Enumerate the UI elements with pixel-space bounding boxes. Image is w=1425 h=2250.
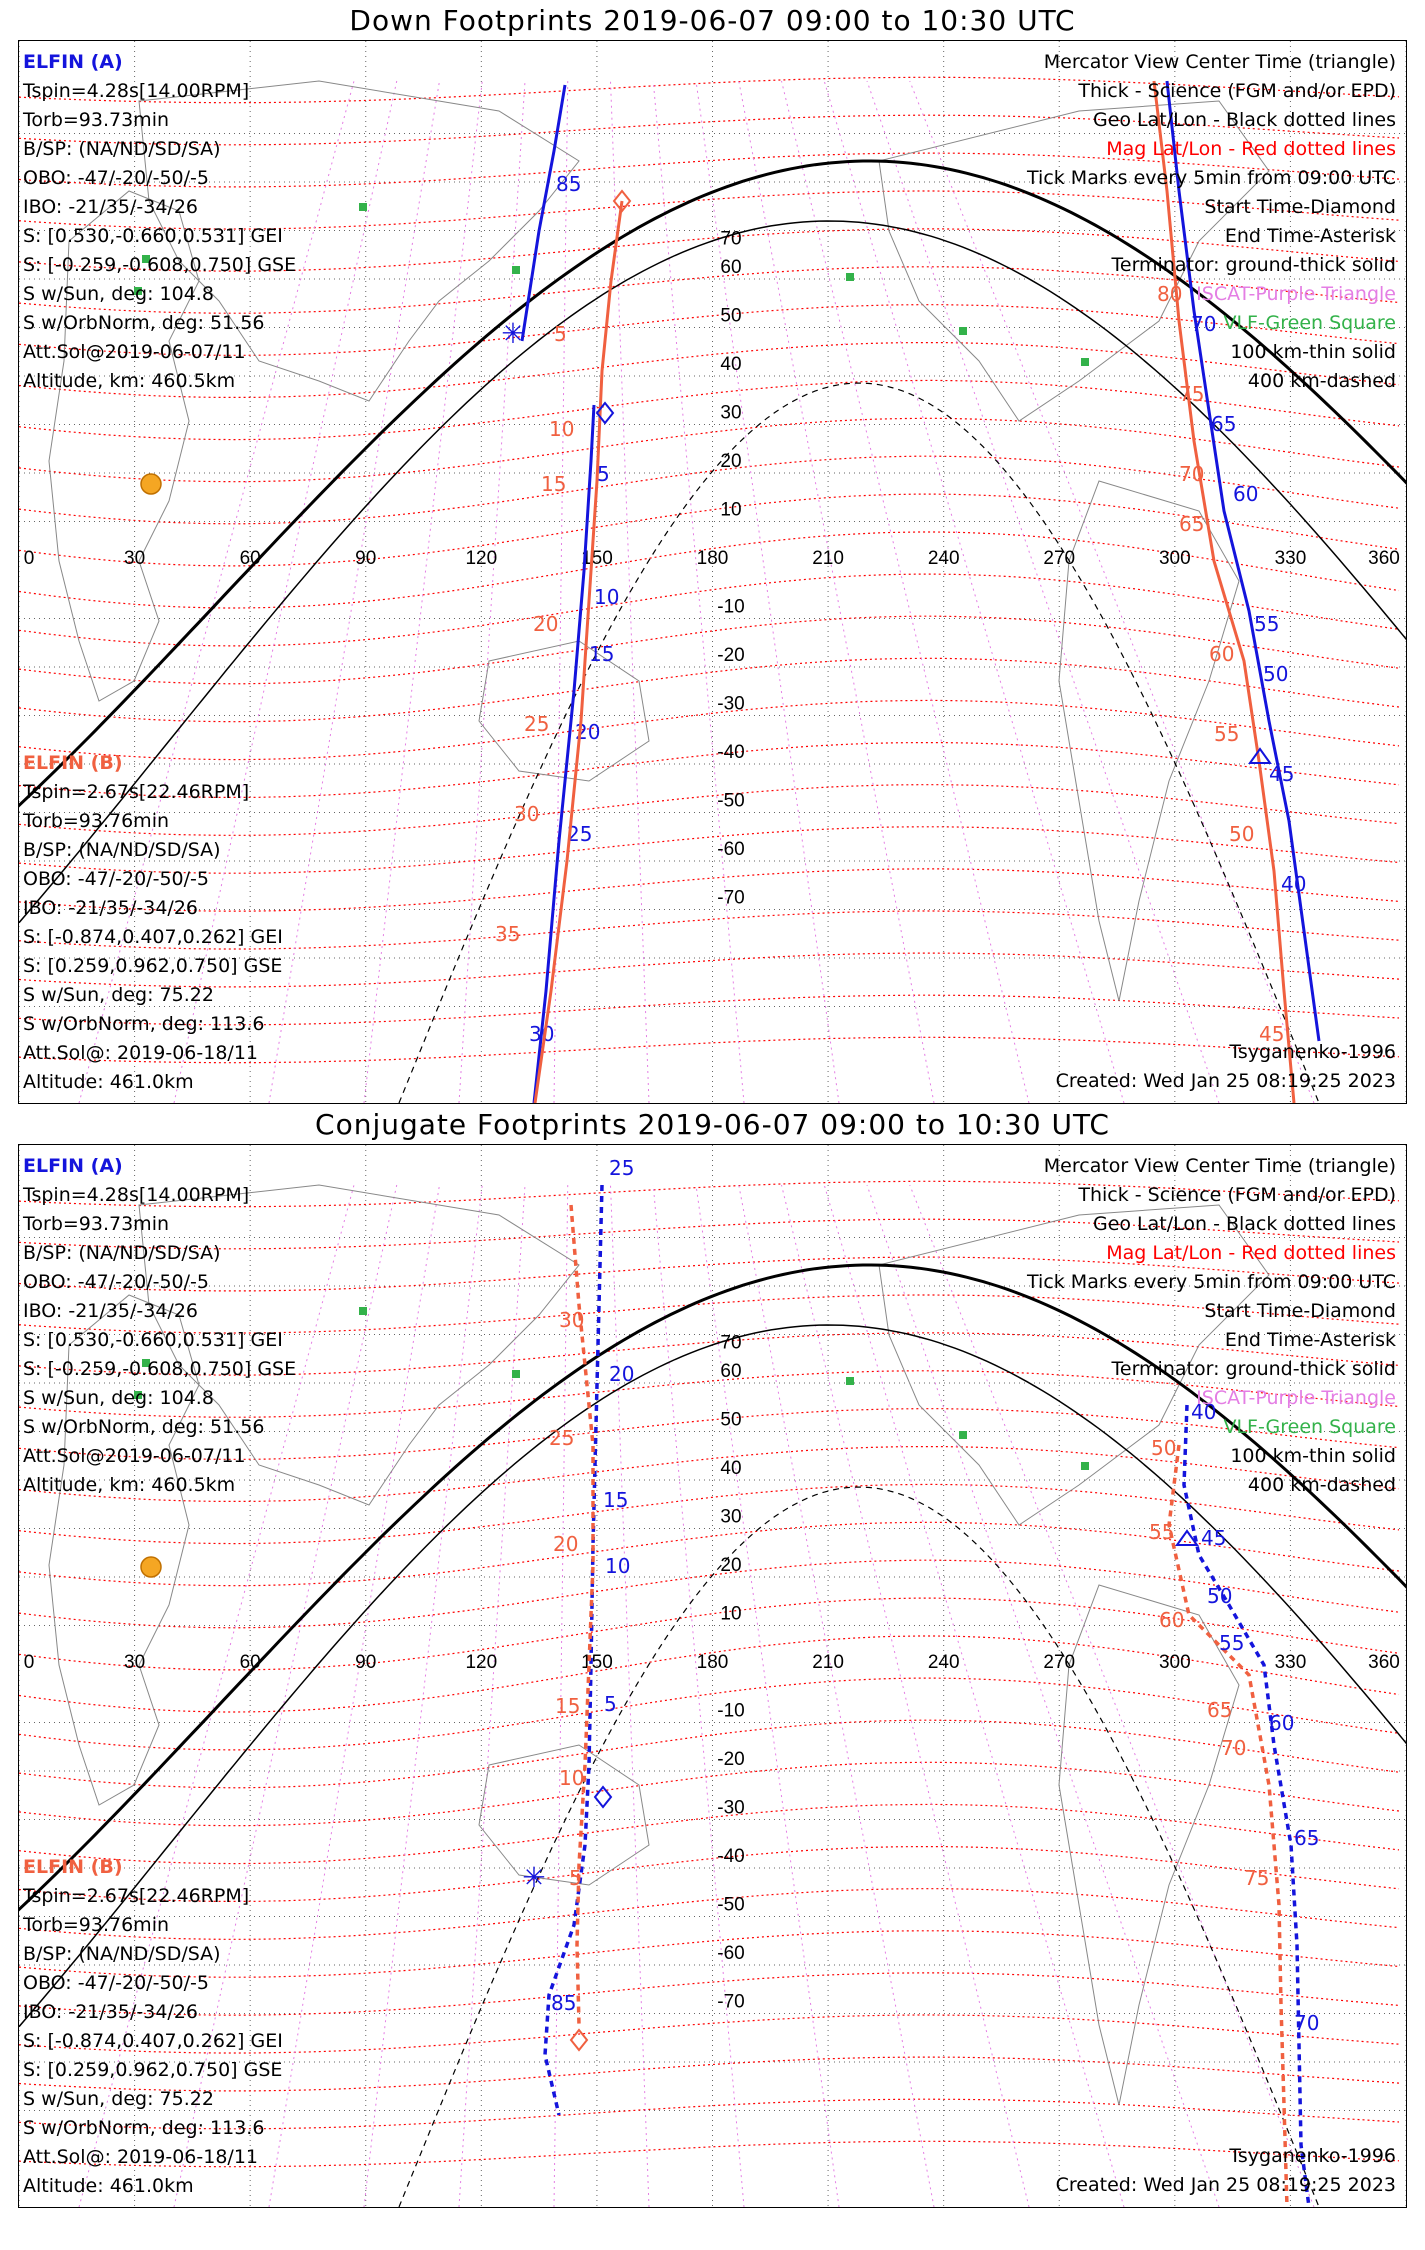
elfin-b-tick: 30 (559, 1308, 585, 1332)
latitude-label: 20 (720, 1555, 742, 1576)
elfin-b-tick: 50 (1229, 822, 1255, 846)
legend-line: Terminator: ground-thick solid (1111, 1358, 1396, 1380)
latitude-label: 10 (720, 499, 742, 521)
vlf-station-square (1081, 1462, 1089, 1470)
latitude-label: -60 (717, 839, 745, 860)
legend-line: End Time-Asterisk (1224, 225, 1396, 247)
elfin-b-tick: 20 (553, 1532, 579, 1556)
legend-line: 100 km-thin solid (1230, 341, 1396, 363)
elfin-a-tick: 30 (529, 1022, 555, 1046)
end-asterisk-a: ✳ (522, 1861, 546, 1894)
latitude-label: 30 (720, 1506, 742, 1528)
sat-b-line: S: [-0.874,0.407,0.262] GEI (23, 2030, 283, 2052)
legend-line: Thick - Science (FGM and/or EPD) (1078, 80, 1396, 102)
elfin-a-tick: 40 (1281, 872, 1307, 896)
sat-a-line: S w/OrbNorm, deg: 51.56 (23, 312, 265, 334)
elfin-a-tick: 60 (1269, 1711, 1295, 1735)
elfin-a-tick: 85 (556, 172, 582, 196)
legend-line: Terminator: ground-thick solid (1111, 254, 1396, 276)
latitude-label: -70 (717, 887, 745, 909)
map-down (18, 40, 1407, 1104)
latitude-label: -50 (717, 790, 745, 812)
latitude-label: 40 (720, 354, 742, 375)
legend-line: 400 km-dashed (1247, 370, 1396, 392)
longitude-label: 300 (1158, 1652, 1191, 1673)
sat-a-name: ELFIN (A) (23, 1155, 123, 1177)
longitude-label: 240 (927, 1652, 960, 1673)
elfin-a-track (534, 405, 594, 1103)
longitude-label: 330 (1274, 548, 1307, 569)
elfin-a-tick: 25 (609, 1156, 635, 1180)
elfin-b-tick: 5 (569, 1866, 582, 1890)
longitude-label: 270 (1043, 548, 1076, 569)
elfin-a-tick: 10 (594, 585, 620, 609)
longitude-label: 270 (1043, 1652, 1076, 1673)
created-label: Created: Wed Jan 25 08:19:25 2023 (1055, 2174, 1396, 2196)
longitude-label: 60 (239, 548, 261, 569)
mag-parallel (19, 574, 1399, 646)
elfin-b-tick: 65 (1179, 512, 1205, 536)
legend-line: Mag Lat/Lon - Red dotted lines (1106, 1242, 1396, 1264)
elfin-b-tick: 15 (541, 472, 567, 496)
elfin-b-tick: 25 (524, 712, 550, 736)
elfin-b-tick: 80 (1157, 282, 1183, 306)
latitude-label: -20 (717, 645, 745, 666)
legend-line: Mag Lat/Lon - Red dotted lines (1106, 138, 1396, 160)
mag-parallel (19, 1720, 1399, 1788)
sat-a-line: OBO: -47/-20/-50/-5 (23, 167, 209, 189)
sat-a-line: Att.Sol@2019-06-07/11 (23, 1445, 246, 1467)
mag-parallel (19, 532, 1399, 608)
elfin-a-tick: 25 (567, 822, 593, 846)
latitude-label: 40 (720, 1458, 742, 1479)
elfin-a-tick: 20 (575, 720, 601, 744)
sat-a-line: IBO: -21/35/-34/26 (23, 1300, 198, 1322)
panel-title-down: Down Footprints 2019-06-07 09:00 to 10:30 UTC (349, 4, 1076, 37)
vlf-station-square (846, 273, 854, 281)
mag-parallel (19, 700, 1399, 759)
vlf-station-square (512, 266, 520, 274)
longitude-label: 30 (124, 548, 146, 569)
vlf-station-square (1081, 358, 1089, 366)
elfin-b-tick: 75 (1179, 382, 1205, 406)
elfin-b-tick: 15 (555, 1694, 581, 1718)
sat-a-line: IBO: -21/35/-34/26 (23, 196, 198, 218)
elfin-a-tick: 50 (1207, 1584, 1233, 1608)
mag-parallel (19, 1973, 1399, 2015)
vlf-station-square (959, 1431, 967, 1439)
sat-a-line: Torb=93.73min (23, 109, 170, 131)
sat-a-line: S w/OrbNorm, deg: 51.56 (23, 1416, 265, 1438)
legend-line: Tick Marks every 5min from 09:00 UTC (1027, 1271, 1396, 1293)
sat-b-line: B/SP: (NA/ND/SD/SA) (23, 839, 221, 861)
elfin-b-tick: 75 (1244, 1866, 1270, 1890)
elfin-b-tick: 5 (554, 322, 567, 346)
elfin-b-track (1169, 1445, 1287, 2207)
mag-meridian (269, 1185, 440, 2207)
latitude-label: -30 (717, 1797, 745, 1819)
map-conjugate (18, 1144, 1407, 2208)
longitude-label: 60 (239, 1652, 261, 1673)
longitude-label: 210 (812, 1652, 844, 1673)
sat-b-line: S w/OrbNorm, deg: 113.6 (23, 2117, 265, 2139)
sat-b-line: OBO: -47/-20/-50/-5 (23, 868, 209, 890)
sat-b-line: Torb=93.76min (23, 810, 170, 832)
sat-b-line: S w/OrbNorm, deg: 113.6 (23, 1013, 265, 1035)
elfin-a-tick: 65 (1211, 412, 1237, 436)
legend-line: Geo Lat/Lon - Black dotted lines (1092, 1213, 1396, 1235)
vlf-station-square (959, 327, 967, 335)
sat-b-name: ELFIN (B) (23, 752, 123, 774)
latitude-label: 70 (720, 228, 742, 250)
elfin-a-tick: 85 (551, 1991, 577, 2015)
sun-icon (141, 474, 161, 494)
longitude-label: 90 (355, 1652, 377, 1673)
elfin-a-tick: 55 (1254, 612, 1280, 636)
mag-parallel (19, 827, 1399, 873)
elfin-b-tick: 10 (559, 1766, 585, 1790)
latitude-label: -20 (717, 1749, 745, 1770)
sat-a-line: S w/Sun, deg: 104.8 (23, 283, 214, 305)
elfin-a-tick: 55 (1219, 1631, 1245, 1655)
elfin-a-tick: 20 (609, 1362, 635, 1386)
panel-title-conjugate: Conjugate Footprints 2019-06-07 09:00 to 10:30 UTC (315, 1108, 1110, 1141)
sat-b-line: S: [-0.874,0.407,0.262] GEI (23, 926, 283, 948)
elfin-b-tick: 60 (1209, 642, 1235, 666)
elfin-a-track (522, 85, 565, 341)
latitude-label: -30 (717, 693, 745, 715)
elfin-a-tick: 10 (605, 1554, 631, 1578)
sat-b-line: S w/Sun, deg: 75.22 (23, 2088, 214, 2110)
mag-parallel (19, 869, 1399, 911)
longitude-label: 30 (124, 1652, 146, 1673)
mag-meridian (824, 1185, 1124, 2207)
landmass-australia (479, 641, 649, 781)
longitude-label: 210 (812, 548, 844, 569)
elfin-b-tick: 30 (514, 802, 540, 826)
longitude-label: 240 (927, 548, 960, 569)
legend-line: Start Time-Diamond (1204, 196, 1396, 218)
mag-meridian (269, 81, 440, 1103)
sat-b-line: Att.Sol@: 2019-06-18/11 (23, 2146, 259, 2168)
mag-meridian (867, 1185, 1219, 2207)
latitude-label: -60 (717, 1943, 745, 1964)
elfin-b-tick: 60 (1159, 1608, 1185, 1632)
longitude-label: 150 (581, 548, 613, 569)
mag-parallel (19, 1804, 1399, 1863)
elfin-a-tick: 15 (603, 1488, 629, 1512)
latitude-label: 30 (720, 402, 742, 424)
sat-b-name: ELFIN (B) (23, 1856, 123, 1878)
latitude-label: 60 (720, 257, 742, 278)
mag-meridian (867, 81, 1219, 1103)
elfin-a-tick: 40 (1191, 1400, 1217, 1424)
longitude-label: 150 (581, 1652, 613, 1673)
longitude-label: 360 (1368, 548, 1400, 569)
elfin-a-tick: 70 (1191, 312, 1217, 336)
longitude-label: 0 (23, 1652, 35, 1673)
longitude-label: 180 (696, 548, 729, 569)
sat-b-line: S w/Sun, deg: 75.22 (23, 984, 214, 1006)
latitude-label: 50 (720, 305, 742, 327)
legend-line: ISCAT-Purple Triangle (1196, 283, 1396, 305)
sat-b-line: B/SP: (NA/ND/SD/SA) (23, 1943, 221, 1965)
elfin-a-tick: 15 (589, 642, 615, 666)
terminator-400km (399, 383, 1319, 1103)
elfin-b-tick: 35 (495, 922, 521, 946)
sat-b-line: IBO: -21/35/-34/26 (23, 897, 198, 919)
elfin-b-tick: 70 (1221, 1736, 1247, 1760)
sat-a-line: S: [0.530,-0.660,0.531] GEI (23, 225, 283, 247)
latitude-label: 60 (720, 1361, 742, 1382)
model-label: Tsyganenko-1996 (1229, 1041, 1396, 1063)
elfin-a-tick: 70 (1294, 2011, 1320, 2035)
sat-a-line: B/SP: (NA/ND/SD/SA) (23, 1242, 221, 1264)
mag-parallel (19, 616, 1399, 684)
elfin-a-tick: 5 (604, 1692, 617, 1716)
sat-a-line: Altitude, km: 460.5km (23, 1474, 236, 1496)
sat-a-line: Altitude, km: 460.5km (23, 370, 236, 392)
terminator-400km (399, 1487, 1319, 2207)
legend-line: 400 km-dashed (1247, 1474, 1396, 1496)
latitude-label: 50 (720, 1409, 742, 1431)
sat-a-line: Tspin=4.28s[14.00RPM] (23, 1184, 250, 1206)
legend-line: Start Time-Diamond (1204, 1300, 1396, 1322)
mag-parallel (19, 1762, 1399, 1825)
sat-b-line: Tspin=2.67s[22.46RPM] (23, 781, 250, 803)
elfin-b-tick: 65 (1207, 1698, 1233, 1722)
legend-line: VLF-Green Square (1223, 1416, 1396, 1438)
sat-a-line: S w/Sun, deg: 104.8 (23, 1387, 214, 1409)
legend-line: 100 km-thin solid (1230, 1445, 1396, 1467)
legend-line: Mercator View Center Time (triangle) (1043, 51, 1396, 73)
longitude-label: 120 (465, 1652, 498, 1673)
legend-line: Tick Marks every 5min from 09:00 UTC (1027, 167, 1396, 189)
mag-meridian (364, 1185, 482, 2207)
sat-a-line: Tspin=4.28s[14.00RPM] (23, 80, 250, 102)
vlf-station-square (359, 203, 367, 211)
elfin-b-tick: 20 (533, 612, 559, 636)
elfin-a-tick: 45 (1201, 1526, 1227, 1550)
elfin-a-tick: 5 (597, 462, 610, 486)
legend-line: Mercator View Center Time (triangle) (1043, 1155, 1396, 1177)
latitude-label: -40 (717, 1846, 745, 1867)
vlf-station-square (512, 1370, 520, 1378)
sat-a-line: Torb=93.73min (23, 1213, 170, 1235)
elfin-a-tick: 60 (1233, 482, 1259, 506)
sat-a-line: OBO: -47/-20/-50/-5 (23, 1271, 209, 1293)
elfin-b-tick: 70 (1179, 462, 1205, 486)
longitude-label: 360 (1368, 1652, 1400, 1673)
latitude-label: -50 (717, 1894, 745, 1916)
elfin-a-tick: 50 (1263, 662, 1289, 686)
mag-parallel (19, 191, 1399, 229)
sat-b-line: S: [0.259,0.962,0.750] GSE (23, 2059, 283, 2081)
longitude-label: 0 (23, 548, 35, 569)
elfin-b-tick: 50 (1151, 1436, 1177, 1460)
legend-line: End Time-Asterisk (1224, 1329, 1396, 1351)
sat-b-line: Altitude: 461.0km (23, 2175, 194, 2197)
elfin-b-tick: 55 (1149, 1520, 1175, 1544)
elfin-a-tick: 45 (1269, 762, 1295, 786)
mag-parallel (19, 1931, 1399, 1977)
sat-a-line: S: [-0.259,-0.608,0.750] GSE (23, 1358, 297, 1380)
latitude-label: -10 (717, 596, 745, 618)
elfin-b-tick: 55 (1214, 722, 1240, 746)
latitude-label: -10 (717, 1700, 745, 1722)
mag-parallel (19, 1295, 1399, 1333)
mag-meridian (782, 81, 1030, 1103)
latitude-label: 20 (720, 451, 742, 472)
sat-b-line: Tspin=2.67s[22.46RPM] (23, 1885, 250, 1907)
sat-a-line: S: [0.530,-0.660,0.531] GEI (23, 1329, 283, 1351)
created-label: Created: Wed Jan 25 08:19:25 2023 (1055, 1070, 1396, 1092)
latitude-label: 70 (720, 1332, 742, 1354)
vlf-station-square (846, 1377, 854, 1385)
longitude-label: 330 (1274, 1652, 1307, 1673)
elfin-b-tick: 45 (1259, 1022, 1285, 1046)
mag-meridian (782, 1185, 1030, 2207)
legend-line: VLF-Green Square (1223, 312, 1396, 334)
latitude-label: 10 (720, 1603, 742, 1625)
sun-icon (141, 1557, 161, 1577)
sat-b-line: Altitude: 461.0km (23, 1071, 194, 1093)
sat-a-line: S: [-0.259,-0.608,0.750] GSE (23, 254, 297, 276)
model-label: Tsyganenko-1996 (1229, 2145, 1396, 2167)
sat-a-line: Att.Sol@2019-06-07/11 (23, 341, 246, 363)
mag-parallel (19, 1522, 1399, 1585)
sat-b-line: IBO: -21/35/-34/26 (23, 2001, 198, 2023)
sat-b-line: OBO: -47/-20/-50/-5 (23, 1972, 209, 1994)
mag-parallel (19, 1636, 1399, 1712)
elfin-b-tick: 10 (549, 417, 575, 441)
latitude-label: -40 (717, 742, 745, 763)
longitude-label: 120 (465, 548, 498, 569)
longitude-label: 90 (355, 548, 377, 569)
mag-meridian (824, 81, 1124, 1103)
sat-b-line: S: [0.259,0.962,0.750] GSE (23, 955, 283, 977)
legend-line: ISCAT-Purple Triangle (1196, 1387, 1396, 1409)
sat-a-name: ELFIN (A) (23, 51, 123, 73)
longitude-label: 180 (696, 1652, 729, 1673)
sat-b-line: Att.Sol@: 2019-06-18/11 (23, 1042, 259, 1064)
longitude-label: 300 (1158, 548, 1191, 569)
end-asterisk-a: ✳ (501, 317, 525, 350)
legend-line: Geo Lat/Lon - Black dotted lines (1092, 109, 1396, 131)
vlf-station-square (359, 1307, 367, 1315)
mag-parallel (19, 658, 1399, 721)
latitude-label: -70 (717, 1991, 745, 2013)
mag-meridian (364, 81, 482, 1103)
sat-b-line: Torb=93.76min (23, 1914, 170, 1936)
sat-a-line: B/SP: (NA/ND/SD/SA) (23, 138, 221, 160)
legend-line: Thick - Science (FGM and/or EPD) (1078, 1184, 1396, 1206)
elfin-b-tick: 25 (549, 1426, 575, 1450)
mag-parallel (19, 1678, 1399, 1750)
elfin-a-tick: 65 (1294, 1826, 1320, 1850)
